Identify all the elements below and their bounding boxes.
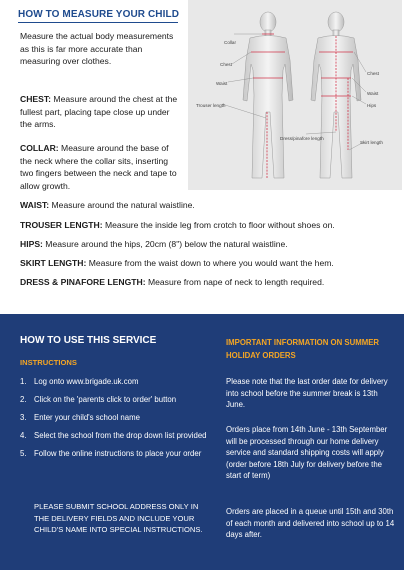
label-waist-left: Waist: [216, 81, 228, 86]
service-title: HOW TO USE THIS SERVICE: [20, 335, 157, 346]
trouser-label: TROUSER LENGTH:: [20, 220, 103, 230]
chest-text: Measure around the chest at the fullest part, placing tape close up under the arms.: [20, 94, 178, 130]
body-diagram: [188, 0, 402, 190]
dress-text: Measure from nape of neck to length required.: [145, 277, 325, 287]
label-chest-right: Chest: [367, 71, 380, 76]
title-underline: [18, 22, 178, 23]
hips-text: Measure around the hips, 20cm (8") below the natural waistline.: [42, 239, 288, 249]
step-item: [20, 374, 210, 389]
front-figure: [243, 12, 293, 178]
skirt-text: Measure from the waist down to where you would want the hem.: [86, 258, 334, 268]
step-item: [20, 410, 210, 425]
important-paragraph-1: Please note that the last order date for delivery into school before the summer break is 13th June.: [226, 377, 388, 410]
measure-title: HOW TO MEASURE YOUR CHILD: [18, 9, 180, 20]
instruction-steps: [20, 374, 210, 464]
chest-label: CHEST:: [20, 94, 52, 104]
trouser-instruction: [20, 219, 400, 232]
label-trouser: Trouser length: [196, 103, 226, 108]
label-skirt: Skirt length: [360, 140, 383, 145]
important-title: IMPORTANT INFORMATION ON SUMMER HOLIDAY ORDERS: [226, 338, 380, 360]
collar-instruction: [20, 142, 180, 192]
hips-instruction: [20, 238, 400, 251]
waist-instruction: [20, 199, 390, 212]
trouser-text: Measure the inside leg from crotch to floor without shoes on.: [102, 220, 335, 230]
important-paragraph-2: Orders place from 14th June - 13th September will be processed through our home delivery service and standard shipping costs will apply (order before 18th July for delivery before the start of term): [226, 425, 388, 481]
chest-instruction: [20, 93, 180, 131]
dress-instruction: [20, 276, 400, 289]
step-number: 4.: [20, 431, 27, 440]
body-figures-svg: [188, 0, 402, 190]
label-waist-right: Waist: [367, 91, 379, 96]
step-text: Select the school from the drop down list provided: [34, 431, 207, 440]
hips-label: HIPS:: [20, 239, 43, 249]
label-chest-left: Chest: [220, 62, 233, 67]
important-paragraph-3: Orders are placed in a queue until 15th and 30th of each month and delivered into school up to 14 days after.: [226, 507, 395, 540]
waist-label: WAIST:: [20, 200, 50, 210]
collar-text: Measure around the base of the neck where the collar sits, inserting two fingers between the neck and tape to allow growth.: [20, 143, 177, 191]
step-item: [20, 428, 210, 443]
step-text: Click on the 'parents click to order' button: [34, 395, 177, 404]
instructions-title: INSTRUCTIONS: [20, 358, 77, 367]
step-text: Follow the online instructions to place your order: [34, 449, 202, 458]
step-item: [20, 392, 210, 407]
address-notice: PLEASE SUBMIT SCHOOL ADDRESS ONLY IN THE DELIVERY FIELDS AND INCLUDE YOUR CHILD'S NAME INTO SPECIAL INSTRUCTIONS.: [34, 502, 203, 534]
measure-intro: Measure the actual body measurements as this is far more accurate than measuring over clothes.: [20, 31, 174, 67]
step-text: Enter your child's school name: [34, 413, 140, 422]
label-collar: Collar: [224, 40, 236, 45]
dress-label: DRESS & PINAFORE LENGTH:: [20, 277, 146, 287]
skirt-instruction: [20, 257, 400, 270]
step-number: 3.: [20, 413, 27, 422]
step-number: 1.: [20, 377, 27, 386]
service-panel: [0, 314, 404, 570]
step-number: 2.: [20, 395, 27, 404]
label-hips: Hips: [367, 103, 377, 108]
step-number: 5.: [20, 449, 27, 458]
skirt-label: SKIRT LENGTH:: [20, 258, 87, 268]
step-text: Log onto www.brigade.uk.com: [34, 377, 139, 386]
collar-label: COLLAR:: [20, 143, 59, 153]
step-item: [20, 446, 210, 461]
label-dress: Dress/pinafore length: [280, 136, 324, 141]
waist-text: Measure around the natural waistline.: [49, 200, 195, 210]
